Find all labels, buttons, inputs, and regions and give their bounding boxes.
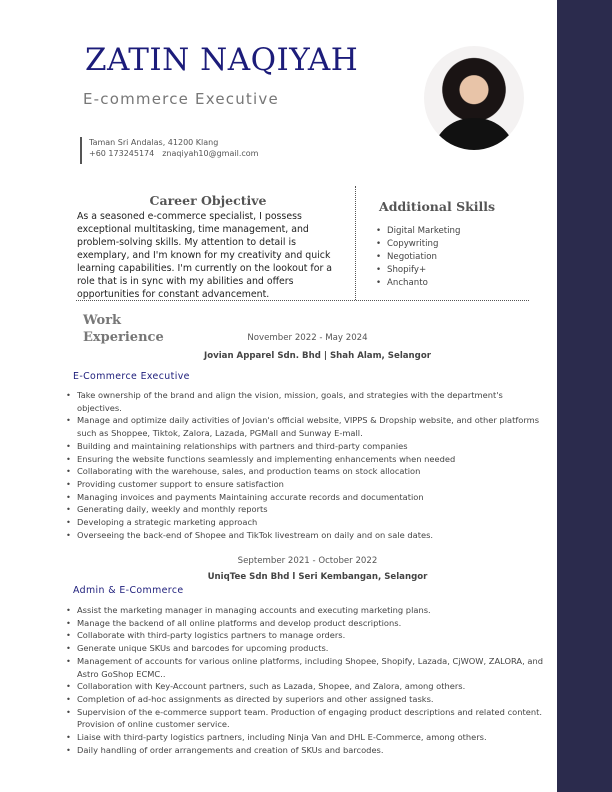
- job-role: Admin & E-Commerce: [73, 585, 184, 596]
- bullet-item: • Managing invoices and payments Maintaining accurate records and documentation: [77, 491, 547, 504]
- bullet-item: • Building and maintaining relationships with partners and third-party companies: [77, 440, 547, 453]
- profile-photo: [424, 46, 524, 150]
- work-experience-heading: Work Experience: [83, 313, 164, 345]
- email: znaqiyah10@gmail.com: [162, 149, 259, 158]
- bullet-item: • Supervision of the e-commerce support team. Production of engaging product descriptions and related content. Provision of online customer service.: [77, 706, 547, 731]
- bullet-item: • Overseeing the back-end of Shopee and TikTok livestream on daily and on sale dates.: [77, 529, 547, 542]
- job-dates: November 2022 - May 2024: [247, 333, 368, 343]
- job-company: UniqTee Sdn Bhd l Seri Kembangan, Selangor: [207, 572, 428, 582]
- skill-item: • Anchanto: [376, 277, 460, 290]
- bullet-item: • Generate unique SKUs and barcodes for upcoming products.: [77, 642, 547, 655]
- bullet-item: • Developing a strategic marketing approach: [77, 516, 547, 529]
- bullet-item: • Providing customer support to ensure satisfaction: [77, 478, 547, 491]
- bullet-item: • Liaise with third-party logistics partners, including Ninja Van and DHL E-Commerce, among others.: [77, 731, 547, 744]
- contact-info: [80, 137, 258, 164]
- bullet-item: • Collaborating with the warehouse, sales, and production teams on stock allocation: [77, 465, 547, 478]
- skills-heading: Additional Skills: [379, 199, 496, 214]
- job-dates: September 2021 - October 2022: [237, 556, 378, 566]
- sidebar-decoration: [557, 0, 612, 792]
- job-bullets: [77, 604, 547, 756]
- bullet-item: • Manage the backend of all online platforms and develop product descriptions.: [77, 617, 547, 630]
- job-role: E-Commerce Executive: [73, 371, 190, 382]
- bullet-item: • Management of accounts for various online platforms, including Shopee, Shopify, Lazada, CjWOW, ZALORA, and Astro GoShop ECMC..: [77, 655, 547, 680]
- bullet-item: • Manage and optimize daily activities of Jovian's official website, VIPPS & Dropship website, and other platforms such as Shoppee, Tiktok, Zalora, Lazada, PGMall and Sunway E-mall.: [77, 414, 547, 439]
- address: Taman Sri Andalas, 41200 Klang: [89, 138, 219, 147]
- job-title: E-commerce Executive: [83, 90, 279, 108]
- skill-item: • Copywriting: [376, 238, 460, 251]
- job-bullets: [77, 389, 547, 541]
- divider: [76, 300, 529, 301]
- bullet-item: • Completion of ad-hoc assignments as directed by superiors and other assigned tasks.: [77, 693, 547, 706]
- bullet-item: • Ensuring the website functions seamlessly and implementing enhancements when needed: [77, 453, 547, 466]
- candidate-name: ZATIN NAQIYAH: [85, 42, 359, 78]
- skill-item: • Digital Marketing: [376, 225, 460, 238]
- bullet-item: • Generating daily, weekly and monthly reports: [77, 503, 547, 516]
- divider: [355, 186, 356, 300]
- bullet-item: • Collaborate with third-party logistics partners to manage orders.: [77, 629, 547, 642]
- bullet-item: • Collaboration with Key-Account partners, such as Lazada, Shopee, and Zalora, among others.: [77, 680, 547, 693]
- job-company: Jovian Apparel Sdn. Bhd | Shah Alam, Selangor: [204, 351, 431, 361]
- skill-item: • Shopify+: [376, 264, 460, 277]
- skill-item: • Negotiation: [376, 251, 460, 264]
- phone: +60 173245174: [89, 149, 155, 158]
- bullet-item: • Daily handling of order arrangements and creation of SKUs and barcodes.: [77, 744, 547, 757]
- bullet-item: • Take ownership of the brand and align the vision, mission, goals, and strategies with the department's objectives.: [77, 389, 547, 414]
- career-objective-heading: Career Objective: [149, 193, 267, 208]
- skills-list: [376, 225, 460, 290]
- bullet-item: • Assist the marketing manager in managing accounts and executing marketing plans.: [77, 604, 547, 617]
- career-objective-text: As a seasoned e-commerce specialist, I possess exceptional multitasking, time management, and problem-solving skills. My attention to detail is exemplary, and I'm known for my creativity and quick learning capabilities. I'm currently on the lookout for a role that is in sync with my abilities and offers opportunities for constant advancement.: [77, 211, 333, 300]
